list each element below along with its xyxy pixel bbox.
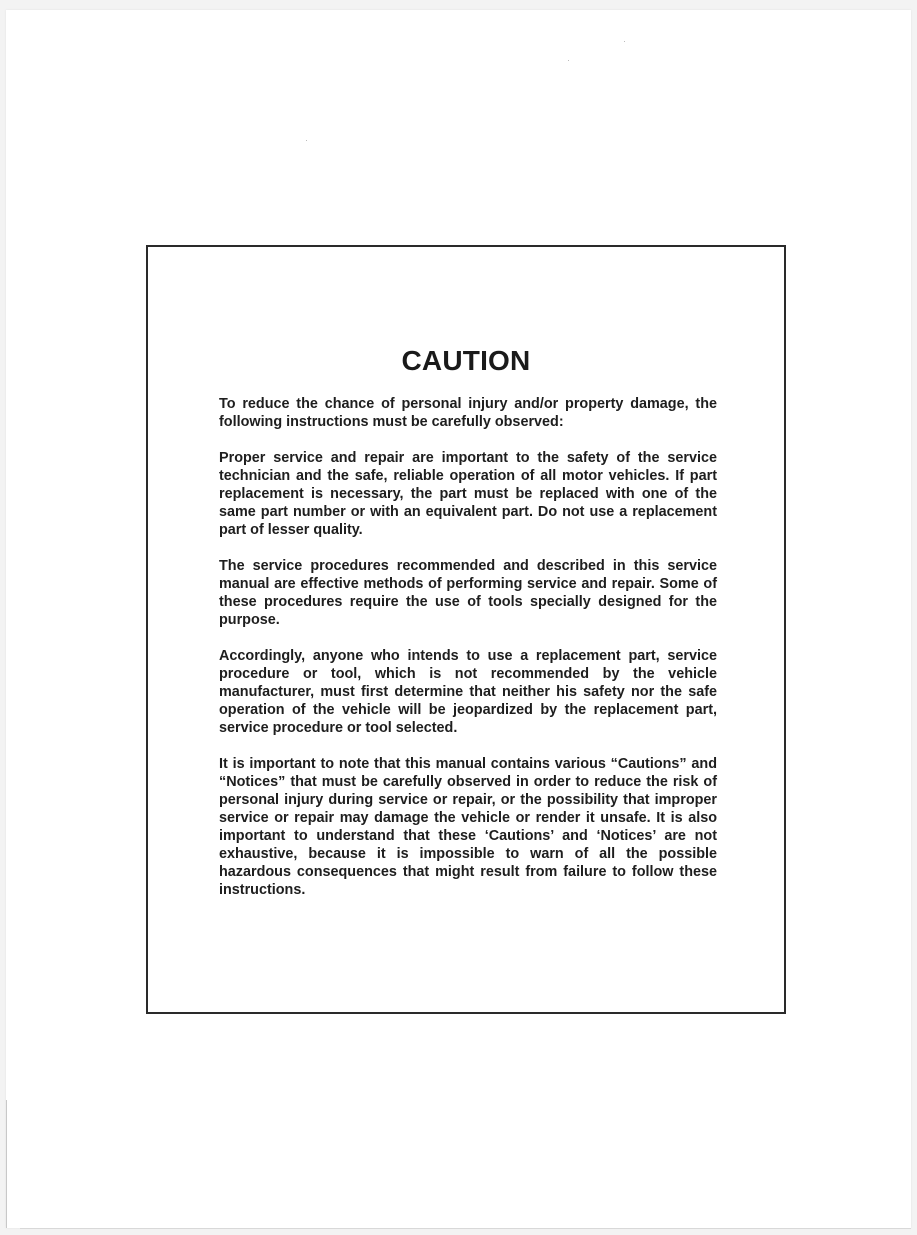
scan-speck bbox=[306, 140, 307, 141]
accordingly-paragraph: Accordingly, anyone who intends to use a replacement part, service procedure or tool, which is not recommended by the vehicle manufacturer, must first determine that neither his safety nor the safe operation of the vehicle will be jeopardized by the replacement part, service procedure or tool selected. bbox=[219, 648, 717, 736]
scan-speck bbox=[624, 41, 625, 42]
caution-body bbox=[219, 395, 717, 917]
page-edge bbox=[6, 1100, 7, 1228]
page-edge bbox=[20, 1228, 911, 1229]
caution-title: CAUTION bbox=[401, 345, 531, 376]
caution-box bbox=[146, 245, 786, 1014]
scanned-page bbox=[6, 10, 911, 1228]
cautions-notices-paragraph: It is important to note that this manual contains various “Cautions” and “Notices” that must be carefully observed in order to reduce the risk of personal injury during service or repair, or the possibility that improper service or repair may damage the vehicle or render it unsafe. It is also important to understand that these ‘Cautions’ and ‘Notices’ are not exhaustive, because it is impossible to warn of all the possible hazardous consequences that might result from failure to follow these instructions. bbox=[219, 756, 717, 898]
scan-speck bbox=[568, 60, 569, 61]
service-repair-paragraph: Proper service and repair are important to the safety of the service technician and the safe, reliable operation of all motor vehicles. If part replacement is necessary, the part must be replaced with one of the same part number or with an equivalent part. Do not use a replacement part of lesser quality. bbox=[219, 450, 717, 538]
procedures-paragraph: The service procedures recommended and described in this service manual are effective methods of performing service and repair. Some of these procedures require the use of tools specially designed for the purpose. bbox=[219, 558, 717, 628]
intro-paragraph: To reduce the chance of personal injury and/or property damage, the following instructions must be carefully observed: bbox=[219, 396, 717, 430]
